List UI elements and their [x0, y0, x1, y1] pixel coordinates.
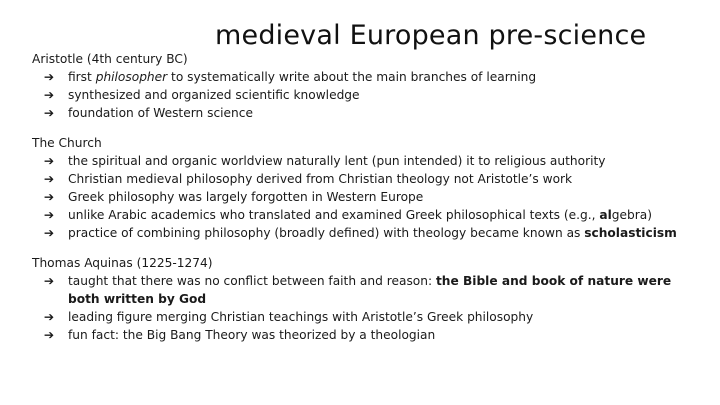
bullet-text-post: gebra) [611, 208, 653, 222]
arrow-right-icon: ➔ [43, 274, 55, 288]
list-item [32, 188, 702, 206]
bullet-text-post: to systematically write about the main branches of learning [167, 70, 537, 84]
list-item [32, 170, 702, 188]
arrow-right-icon: ➔ [43, 106, 55, 120]
bullet-text: foundation of Western science [68, 106, 253, 120]
bullet-text-bold: scholasticism [584, 226, 677, 240]
bullet-text-italic: philosopher [95, 70, 168, 84]
bullet-list [32, 68, 702, 122]
list-item [32, 152, 702, 170]
list-item [32, 272, 702, 308]
list-item [32, 308, 702, 326]
bullet-text: Christian medieval philosophy derived from Christian theology not Aristotle’s work [68, 172, 573, 186]
list-item [32, 68, 702, 86]
section-aquinas [32, 254, 702, 344]
arrow-right-icon: ➔ [43, 190, 55, 204]
slide-title: medieval European pre-science [215, 20, 647, 51]
arrow-right-icon: ➔ [43, 310, 55, 324]
list-item [32, 86, 702, 104]
bullet-text: synthesized and organized scientific knowledge [68, 88, 360, 102]
bullet-list [32, 272, 702, 344]
arrow-right-icon: ➔ [43, 172, 55, 186]
slide-body [32, 50, 702, 356]
list-item [32, 104, 702, 122]
arrow-right-icon: ➔ [43, 328, 55, 342]
section-aristotle [32, 50, 702, 122]
bullet-text: leading figure merging Christian teachings with Aristotle’s Greek philosophy [68, 310, 534, 324]
arrow-right-icon: ➔ [43, 226, 55, 240]
arrow-right-icon: ➔ [43, 70, 55, 84]
section-heading: Aristotle (4th century BC) [32, 52, 188, 66]
bullet-text: fun fact: the Big Bang Theory was theorized by a theologian [68, 328, 436, 342]
arrow-right-icon: ➔ [43, 88, 55, 102]
bullet-text-pre: taught that there was no conflict between faith and reason: [68, 274, 436, 288]
bullet-list [32, 152, 702, 242]
section-heading: Thomas Aquinas (1225-1274) [32, 256, 213, 270]
list-item [32, 326, 702, 344]
bullet-text-pre: first [68, 70, 96, 84]
section-heading: The Church [32, 136, 102, 150]
section-church [32, 134, 702, 242]
bullet-text: the spiritual and organic worldview naturally lent (pun intended) it to religious authority [68, 154, 606, 168]
list-item [32, 206, 702, 224]
bullet-text: Greek philosophy was largely forgotten in Western Europe [68, 190, 424, 204]
bullet-text-pre: practice of combining philosophy (broadly defined) with theology became known as [68, 226, 585, 240]
arrow-right-icon: ➔ [43, 154, 55, 168]
bullet-text-bold: al [599, 208, 612, 222]
bullet-text-pre: unlike Arabic academics who translated and examined Greek philosophical texts (e.g., [68, 208, 600, 222]
arrow-right-icon: ➔ [43, 208, 55, 222]
list-item [32, 224, 702, 242]
bullet-text-bold: the Bible and book of nature were both written by God [68, 274, 672, 306]
